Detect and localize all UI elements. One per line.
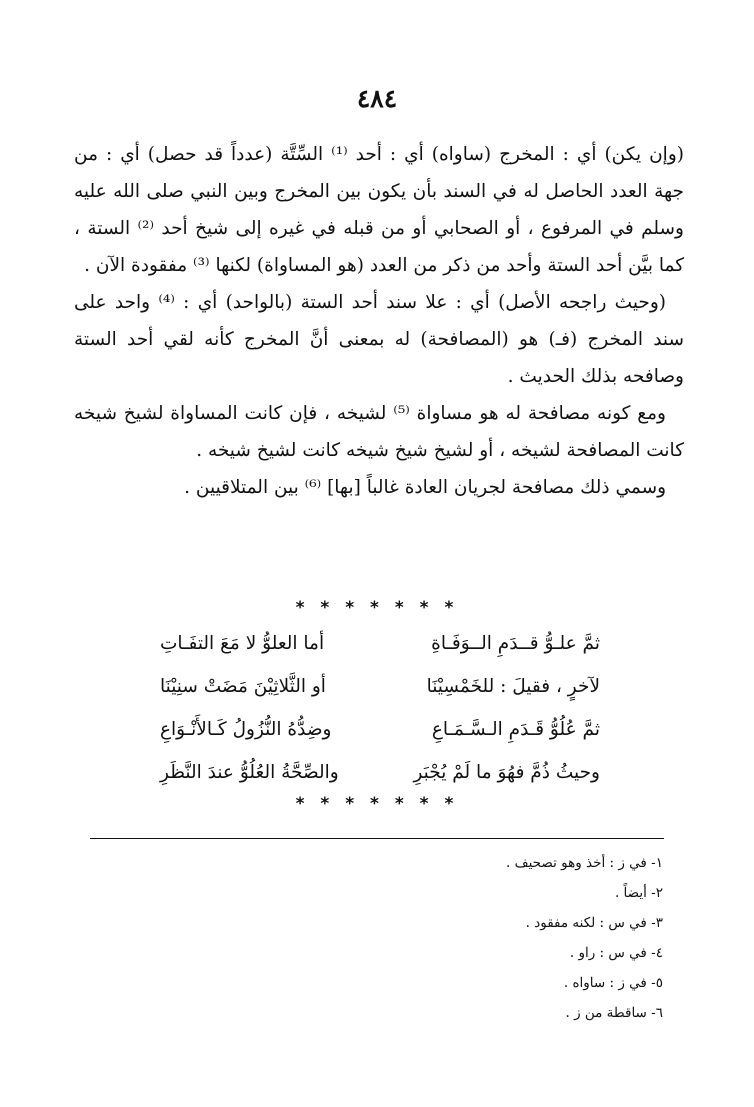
footnote: ٤- في س : راو . [569,945,663,961]
footnote: ٥- في ز : ساواه . [563,975,663,991]
paragraph: (وحيث راجحه الأصل) أي : علا سند أحد الستة (بالواحد) أي : ⁽⁴⁾ واحد على سند المخرج (فـ) هو (المصافحة) له بمعنى أنَّ المخرج كأنه لقي أحد الستة وصافحه بذلك الحديث . [74,292,684,387]
verse-first-hemistich: ثمَّ عُلُوُّ قَـدَمِ الـسَّـمَـاعِ [431,719,600,740]
footnote-rule [90,838,664,839]
poem [160,622,600,794]
poem-verse [160,708,600,751]
paragraph: (وإن يكن) أي : المخرج (ساواه) أي : أحد ⁽¹⁾ السِّتَّة (عدداً قد حصل) أي : من جهة العدد الحاصل له في السند بأن يكون بين المخرج وبين النبي صلى الله عليه وسلم في المرفوع ، أو الصحابي أو من قبله في غيره إلى شيخ أحد ⁽²⁾ الستة ، كما بيَّن أحد الستة وأحد من ذكر من العدد (هو المساواة) لكنها ⁽³⁾ مفقودة الآن . [74,144,684,276]
poem-verse [160,622,600,665]
verse-second-hemistich: أما العلوُّ لا مَعَ التفَـاتِ [160,633,325,654]
page-number: ٤٨٤ [356,84,398,113]
stars-divider-bottom: * * * * * * * [295,794,459,814]
poem-verse [160,665,600,708]
verse-second-hemistich: وضِدُّهُ النُّزُولُ كَـالأَنْـوَاعِ [160,719,332,740]
footnote: ٣- في س : لكنه مفقود . [525,915,663,931]
verse-second-hemistich: والصِّحَّةُ العُلُوُّ عندَ النَّظَرِ [160,762,339,783]
footnote: ١- في ز : أخذ وهو تصحيف . [506,855,663,871]
stars-divider-top: * * * * * * * [295,598,459,618]
footnotes [120,848,663,1028]
footnote: ٢- أيضاً . [614,885,663,901]
paragraph: وسمي ذلك مصافحة لجريان العادة غالباً [بها] ⁽⁶⁾ بين المتلاقيين . [184,477,666,498]
poem-verse [160,751,600,794]
verse-first-hemistich: ثمَّ علـوُّ قــدَمِ الــوَفَـاةِ [431,633,600,654]
paragraph: ومع كونه مصافحة له هو مساواة ⁽⁵⁾ لشيخه ، فإن كانت المساواة لشيخ شيخه كانت المصافحة لشيخه ، أو لشيخ شيخ شيخه كانت لشيخ شيخه . [74,403,684,461]
commentary-text [74,136,684,506]
verse-second-hemistich: أو الثَّلاثِيْنَ مَضَتْ سنِيْنَا [160,676,326,697]
verse-first-hemistich: لآخرٍ ، فقيلَ : للخَمْسِيْنَا [426,676,600,697]
footnote: ٦- ساقطة من ز . [565,1005,663,1021]
verse-first-hemistich: وحيثُ ذُمَّ فهُوَ ما لَمْ يُجْبَرِ [413,762,600,783]
